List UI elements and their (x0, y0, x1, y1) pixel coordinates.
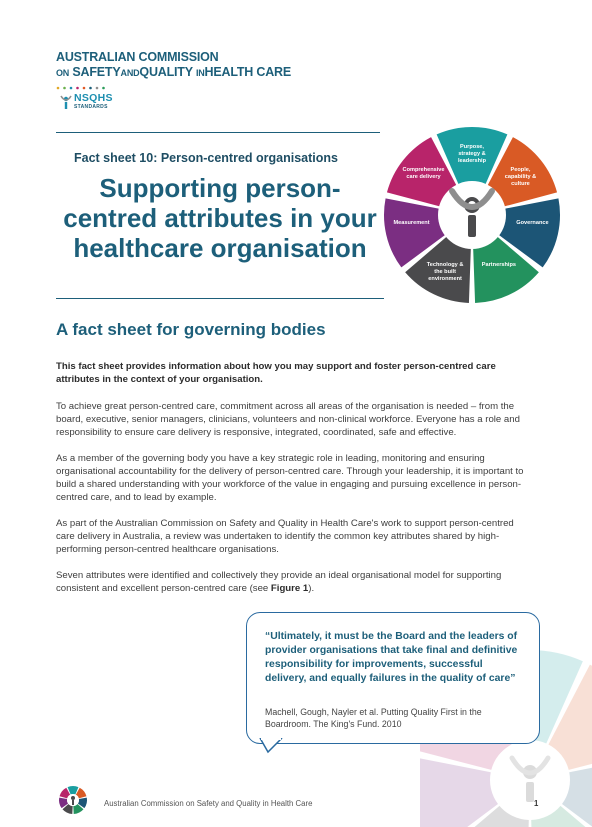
nsqhs-dot (63, 87, 66, 90)
quote-tail (258, 738, 298, 754)
nsqhs-dot (96, 87, 99, 90)
section-subtitle: A fact sheet for governing bodies (56, 320, 326, 339)
org-word-quality: QUALITY (139, 65, 193, 79)
figure-1-reference: Figure 1 (270, 583, 309, 594)
page-number: 1 (534, 799, 539, 808)
nsqhs-dot (89, 87, 92, 90)
body-paragraph-3: As part of the Australian Commission on Safety and Quality in Health Care's work to support person-centred care delivery in Australia, a review was undertaken to identify the common key attributes shared by high-performing person-centred healthcare organisations. (56, 518, 514, 555)
lead-paragraph: This fact sheet provides information about how you may support and foster person-centred care attributes in the context of your organisation. (56, 361, 496, 385)
nsqhs-dot (76, 87, 79, 90)
org-word-in: IN (195, 68, 205, 78)
wheel-segment-label: Measurement (393, 219, 430, 226)
nsqhs-person-icon (61, 96, 71, 109)
body-paragraph-2: As a member of the governing body you have a key strategic role in leading, monitoring and ensuring organisational accountability for the delivery of person-centred care. Through your leadership, it is important to build a shared understanding with your workforce of the value in engaging and pursuing excellence in person-centred care, and to lead by example. (56, 453, 524, 503)
body-paragraph-4 (56, 569, 534, 595)
org-name-line2 (56, 65, 291, 79)
wheel-segment-label: Partnerships (481, 261, 516, 268)
footer-org: Australian Commission on Safety and Quality in Health Care (104, 799, 313, 808)
nsqhs-dot (83, 87, 86, 90)
org-word-safety: SAFETY (72, 65, 121, 79)
quote-text: “Ultimately, it must be the Board and the leaders of provider organisations that take final and definitive responsibility for improvements, successful delivery, and equally failures in the quality of care” (265, 631, 518, 684)
wheel-segment-label: Comprehensive care delivery (402, 167, 445, 181)
title-rule-top (56, 132, 380, 133)
org-word-on: ON (56, 68, 70, 78)
nsqhs-dot (70, 87, 73, 90)
wheel-segment-label: People, capability & culture (504, 167, 537, 188)
title-rule-bottom (56, 298, 384, 299)
nsqhs-dot (102, 87, 105, 90)
p4-end: ). (308, 583, 315, 594)
wheel-segment-label: Purpose, strategy & leadership (458, 144, 486, 164)
page-title: Supporting person-centred attributes in your healthcare organisation (63, 173, 377, 263)
wheel-segment-label: Governance (516, 219, 549, 226)
org-name-line1: AUSTRALIAN COMMISSION (56, 50, 219, 64)
factsheet-number: Fact sheet 10: Person-centred organisations (74, 151, 338, 165)
wheel-segment-label: Technology & the built environment (426, 261, 464, 282)
nsqhs-standards-label: STANDARDS (74, 104, 108, 110)
quote-source: Machell, Gough, Nayler et al. Putting Quality First in the Boardroom. The King's Fund. 2010 (265, 707, 482, 729)
nsqhs-label: NSQHS (74, 92, 113, 104)
body-paragraph-1: To achieve great person-centred care, commitment across all areas of the organisation is needed – from the board, executive, senior managers, clinicians, volunteers and non-clinical workforce. Everyone has a role and responsibility to ensure care delivery is responsive, integrated, coordinated, safe and effective. (56, 401, 520, 438)
org-word-health-care: HEALTH CARE (204, 65, 292, 79)
footer-wheel-icon (58, 785, 88, 815)
p4-start: Seven attributes were identified and collectively they provide an ideal organisational model for supporting consistent and excellent person-centred care (see (56, 570, 502, 594)
org-word-and: AND (120, 68, 140, 78)
nsqhs-dot (57, 87, 60, 90)
